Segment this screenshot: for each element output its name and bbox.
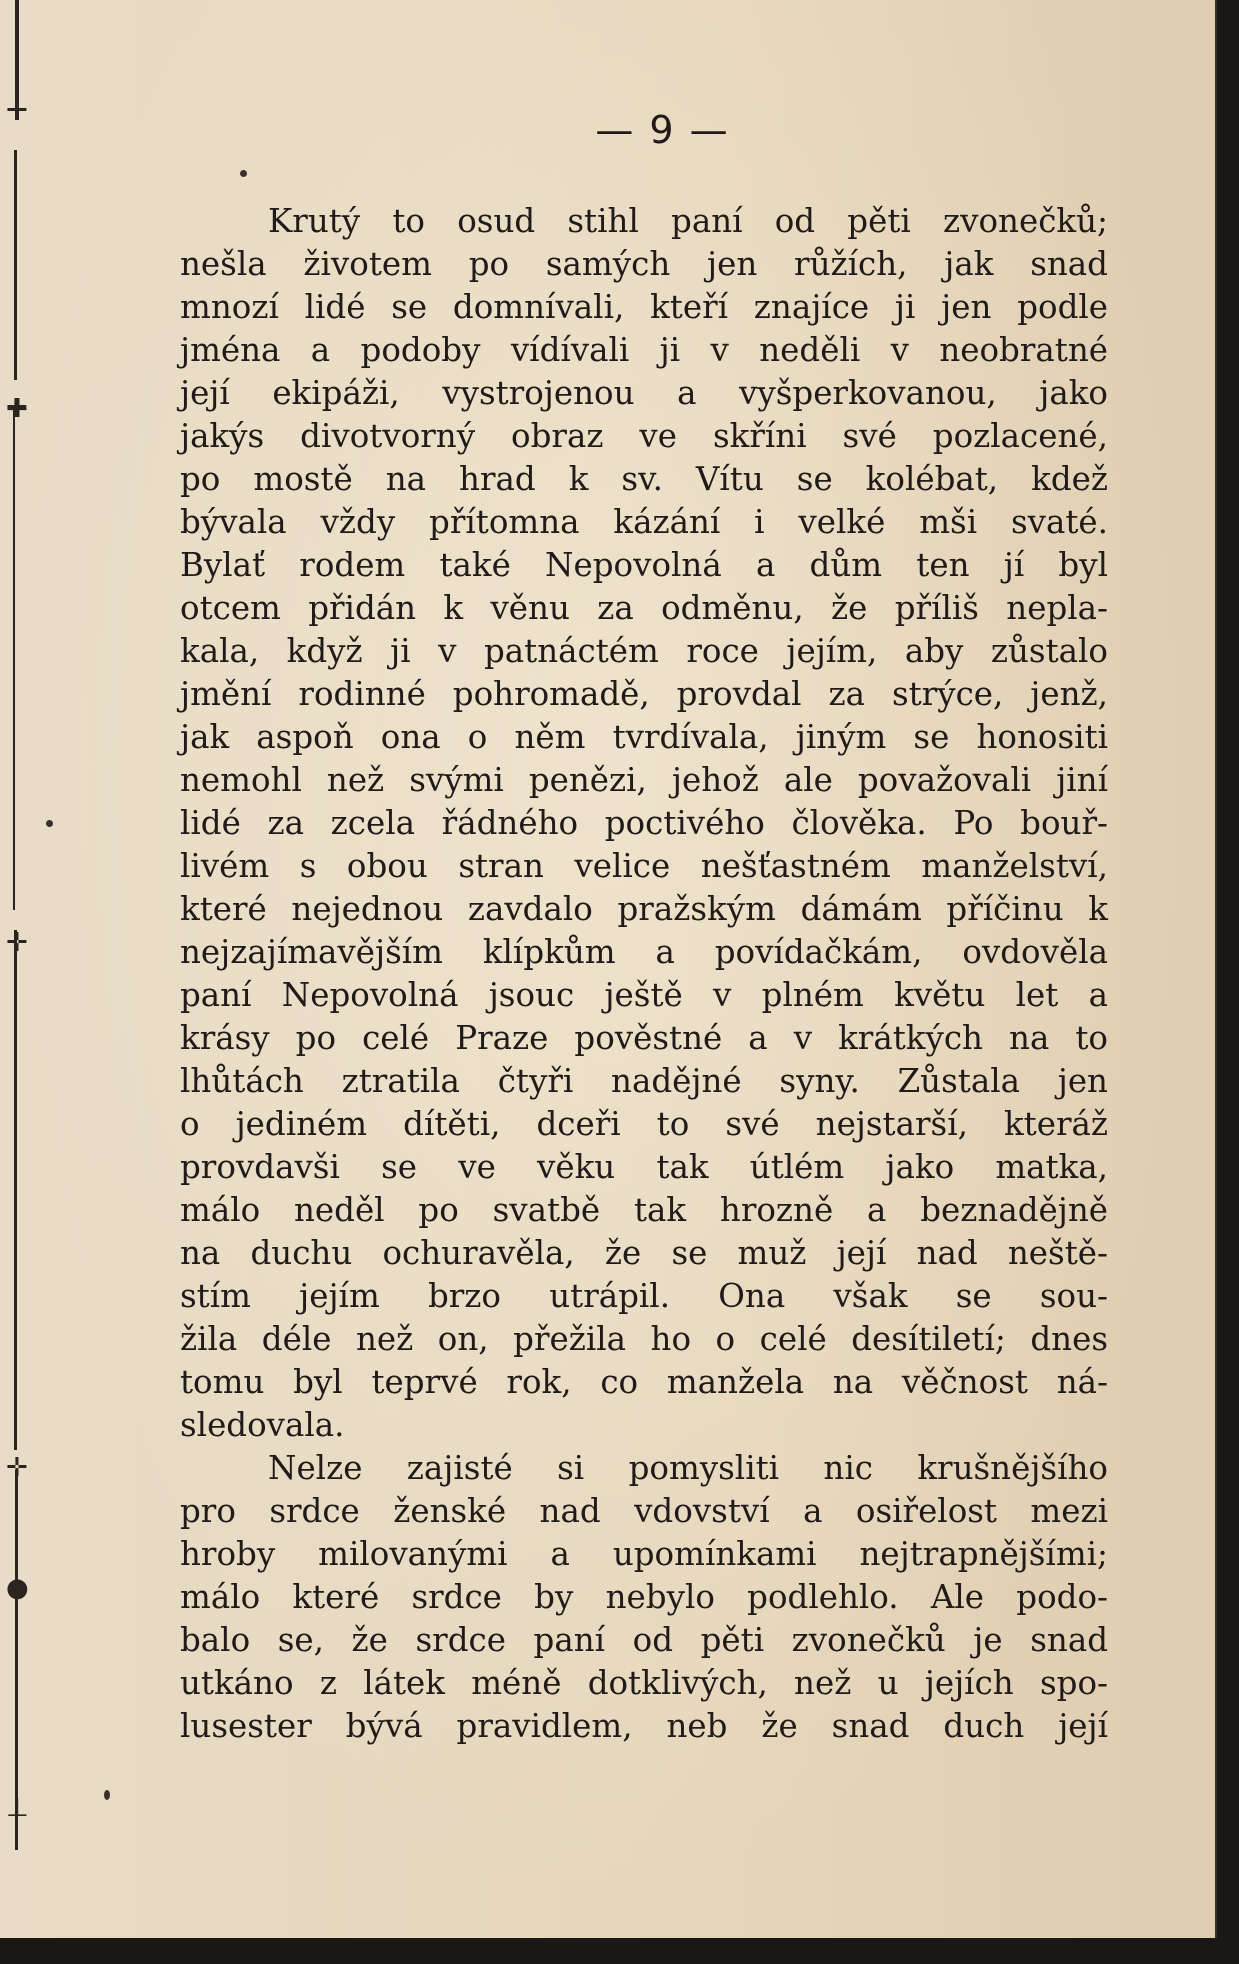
binding-thread-icon: ⊥	[6, 1793, 29, 1823]
text-line: o jediném dítěti, dceři to své nejstarší, kteráž	[180, 1105, 1108, 1143]
binding-thread-icon: ✛	[6, 928, 28, 958]
binding-thread-icon: ✚	[6, 394, 28, 424]
text-line: kala, když ji v patnáctém roce jejím, aby zůstalo	[180, 632, 1108, 670]
text-line: jmění rodinné pohromadě, provdal za strýce, jenž,	[180, 675, 1108, 713]
text-line: její ekipáži, vystrojenou a vyšperkovanou, jako	[180, 374, 1108, 412]
text-line: nemohl než svými penězi, jehož ale považovali jiní	[180, 761, 1108, 799]
page-header	[0, 108, 1215, 152]
text-line: livém s obou stran velice nešťastném manželství,	[180, 847, 1108, 885]
text-line: lusester bývá pravidlem, neb že snad duch její	[180, 1707, 1108, 1745]
text-line: po mostě na hrad k sv. Vítu se kolébat, kdež	[180, 460, 1108, 498]
text-line: na duchu ochuravěla, že se muž její nad neště-	[180, 1234, 1108, 1272]
ink-speck	[240, 170, 247, 177]
text-line: bývala vždy přítomna kázání i velké mši svaté.	[180, 503, 1108, 541]
text-line: nešla životem po samých jen růžích, jak snad	[180, 245, 1108, 283]
binding-mark	[14, 930, 17, 1450]
text-line: málo neděl po svatbě tak hrozně a beznadějně	[180, 1191, 1108, 1229]
binding-mark	[14, 150, 17, 380]
text-line: utkáno z látek méně dotklivých, než u jejích spo-	[180, 1664, 1108, 1702]
body-text	[180, 200, 1108, 1748]
text-line: paní Nepovolná jsouc ještě v plném květu let a	[180, 976, 1108, 1014]
binding-thread-icon: ✛	[6, 96, 28, 126]
text-line: jakýs divotvorný obraz ve skříni své pozlacené,	[180, 417, 1108, 455]
text-line: Bylať rodem také Nepovolná a dům ten jí byl	[180, 546, 1108, 584]
text-line: pro srdce ženské nad vdovství a osiřelost mezi	[180, 1492, 1108, 1530]
text-line: málo které srdce by nebylo podlehlo. Ale podo-	[180, 1578, 1108, 1616]
text-line: mnozí lidé se domnívali, kteří znajíce ji jen podle	[180, 288, 1108, 326]
ink-speck	[46, 820, 53, 827]
text-line: jména a podoby vídívali ji v neděli v neobratné	[180, 331, 1108, 369]
text-line: Krutý to osud stihl paní od pěti zvonečků;	[268, 202, 1108, 240]
binding-thread-icon: ✛	[6, 1453, 28, 1483]
paragraph-2	[180, 1447, 1108, 1748]
text-line: balo se, že srdce paní od pěti zvonečků je snad	[180, 1621, 1108, 1659]
text-line: žila déle než on, přežila ho o celé desítiletí; dnes	[180, 1320, 1108, 1358]
text-line: nejzajímavějším klípkům a povídačkám, ovdověla	[180, 933, 1108, 971]
binding-edge	[0, 0, 36, 1938]
binding-thread-icon: ●	[6, 1573, 29, 1603]
ink-speck	[104, 1790, 110, 1800]
text-line: lhůtách ztratila čtyři nadějné syny. Zůstala jen	[180, 1062, 1108, 1100]
text-line: hroby milovanými a upomínkami nejtrapnějšími;	[180, 1535, 1108, 1573]
text-line: které nejednou zavdalo pražským dámám příčinu k	[180, 890, 1108, 928]
page-number: — 9 —	[595, 108, 730, 152]
text-line: jak aspoň ona o něm tvrdívala, jiným se honositi	[180, 718, 1108, 756]
text-line: krásy po celé Praze pověstné a v krátkých na to	[180, 1019, 1108, 1057]
text-line: tomu byl teprvé rok, co manžela na věčnost ná-	[180, 1363, 1108, 1401]
text-line: otcem přidán k věnu za odměnu, že příliš nepla-	[180, 589, 1108, 627]
text-line: Nelze zajisté si pomysliti nic krušnějšího	[268, 1449, 1108, 1487]
binding-mark	[13, 410, 15, 910]
text-line: sledovala.	[180, 1406, 345, 1444]
text-line: stím jejím brzo utrápil. Ona však se sou-	[180, 1277, 1108, 1315]
text-line: provdavši se ve věku tak útlém jako matka,	[180, 1148, 1108, 1186]
paragraph-1	[180, 200, 1108, 1447]
text-line: lidé za zcela řádného poctivého člověka. Po bouř-	[180, 804, 1108, 842]
